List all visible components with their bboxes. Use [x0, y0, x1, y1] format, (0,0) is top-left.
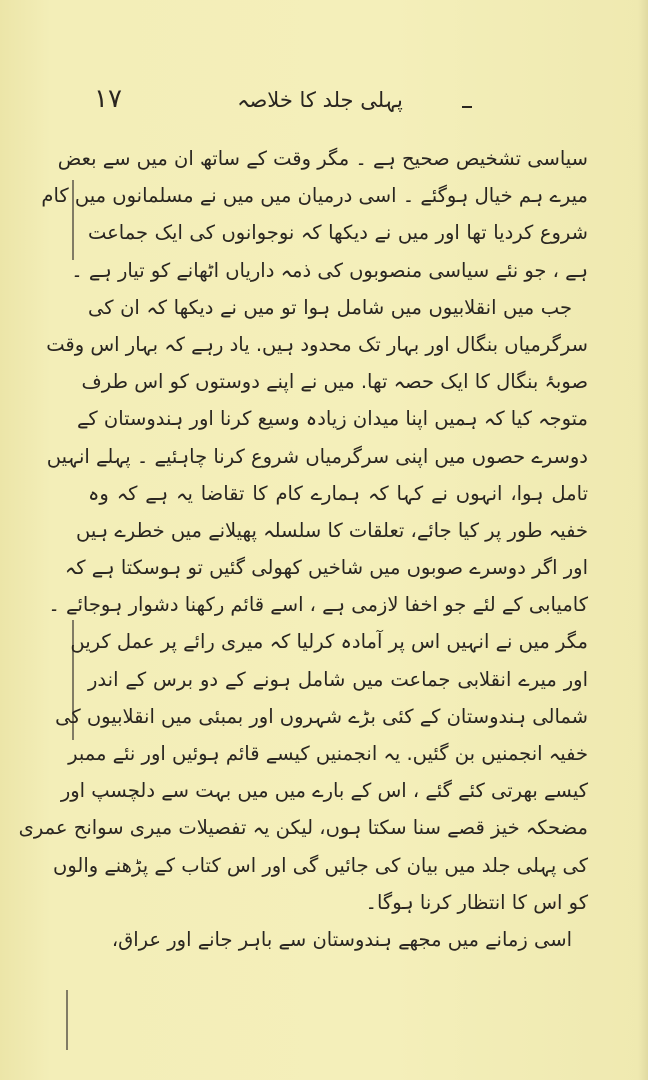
text-line: خفیہ طور پر کیا جائے، تعلقات کا سلسلہ پھیلانے میں خطرے ہیں — [76, 518, 588, 542]
text-line: میرے ہم خیال ہوگئے ۔ اسی درمیان میں میں نے مسلمانوں میں کام — [41, 184, 588, 208]
page-number: ١٧ — [94, 84, 122, 114]
page-header — [60, 82, 580, 122]
running-title: پہلی جلد کا خلاصہ — [237, 88, 403, 112]
text-line: دوسرے حصوں میں اپنی سرگرمیاں شروع کرنا چاہئیے ۔ پہلے انہیں — [46, 444, 588, 468]
text-line: سرگرمیاں بنگال اور بہار تک محدود ہیں. یاد رہے کہ بہار اس وقت — [46, 332, 588, 356]
text-line: شروع کردیا تھا اور میں نے دیکھا کہ نوجوانوں کی ایک جماعت — [88, 221, 588, 245]
header-dash — [462, 106, 472, 108]
text-line: سیاسی تشخیص صحیح ہے ۔ مگر وقت کے ساتھ ان میں سے بعض — [57, 147, 588, 170]
text-line: کو اس کا انتظار کرنا ہوگا۔ — [365, 890, 588, 914]
text-line: اور اگر دوسرے صوبوں میں شاخیں کھولی گئیں تو ہوسکتا ہے کہ — [64, 556, 588, 580]
text-line: مضحکہ خیز قصے سنا سکتا ہوں، لیکن یہ تفصیلات میری سوانح عمری — [18, 816, 588, 840]
body-text — [18, 140, 588, 958]
text-line: ہے ، جو نئے سیاسی منصوبوں کی ذمہ داریاں اٹھانے کو تیار ہے ۔ — [71, 258, 588, 282]
text-line: کامیابی کے لئے جو اخفا لازمی ہے ، اسے قائم رکھنا دشوار ہوجائے ۔ — [48, 593, 588, 617]
text-line: کیسے بھرتی کئے گئے ، اس کے بارے میں میں بہت سے دلچسپ اور — [60, 779, 588, 803]
text-line: شمالی ہندوستان کے کئی بڑے شہروں اور بمبئی میں انقلابیوں کی — [55, 704, 588, 728]
text-line: تامل ہوا، انہوں نے کہا کہ ہمارے کام کا تقاضا یہ ہے کہ وہ — [88, 481, 588, 505]
margin-pencil-mark — [66, 990, 68, 1050]
text-line: کی پہلی جلد میں بیان کی جائیں گی اور اس کتاب کے پڑھنے والوں — [53, 853, 588, 877]
text-line: جب میں انقلابیوں میں شامل ہوا تو میں نے دیکھا کہ ان کی — [88, 295, 572, 319]
text-line: خفیہ انجمنیں بن گئیں. یہ انجمنیں کیسے قائم ہوئیں اور نئے ممبر — [68, 742, 588, 765]
page-edge-shadow — [638, 0, 648, 1080]
text-line: صوبۂ بنگال کا ایک حصہ تھا. میں نے اپنے دوستوں کو اس طرف — [81, 370, 588, 394]
text-line: اسی زمانے میں مجھے ہندوستان سے باہر جانے اور عراق، — [111, 927, 572, 951]
text-line: مگر میں نے انہیں اس پر آمادہ کرلیا کہ میری رائے پر عمل کریں — [70, 630, 588, 654]
text-line: اور میرے انقلابی جماعت میں شامل ہونے کے دو برس کے اندر — [88, 667, 588, 691]
text-line: متوجہ کیا کہ ہمیں اپنا میدان زیادہ وسیع کرنا اور ہندوستان کے — [76, 407, 588, 431]
